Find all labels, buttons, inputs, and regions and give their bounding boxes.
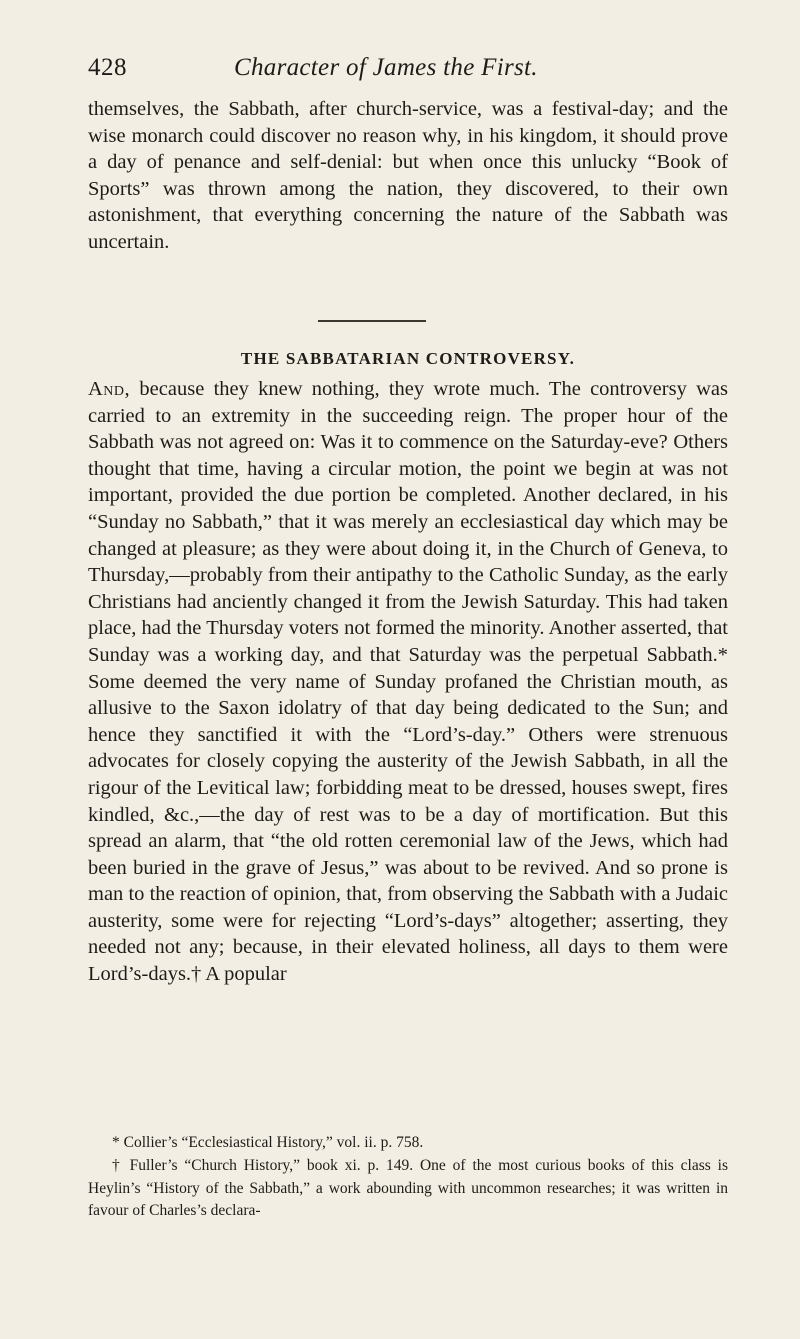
footnotes xyxy=(88,1132,728,1223)
footnote-2: † Fuller’s “Church History,” book xi. p. 149. One of the most curious books of this class is Heylin’s “History of the Sabbath,” a work abounding with uncommon researches; it was written in favour of Charles’s declara- xyxy=(88,1156,728,1220)
paragraph-2-first-word: And, xyxy=(88,378,131,400)
paragraph-2-text: because they knew nothing, they wrote much. The controversy was carried to an extremity in the succeeding reign. The proper hour of the Sabbath was not agreed on: Was it to commence on the Saturday-eve? Others thought that time, having a circular motion, the point we begin at was not important, provided the due portion be completed. Another declared, in his “Sunday no Sabbath,” that it was merely an ecclesiastical day which may be changed at pleasure; as they were about doing it, in the Church of Geneva, to Thursday,—probably from their antipathy to the Catholic Sunday, as the early Christians had anciently changed it from the Jewish Saturday. This had taken place, had the Thursday voters not formed the minority. Another asserted, that Sunday was a working day, and that Saturday was the perpetual Sabbath.* Some deemed the very name of Sunday profaned the Christian mouth, as allusive to the Saxon idolatry of that day being dedicated to the Sun; and hence they sanctified it with the “Lord’s-day.” Others were strenuous advocates for closely copying the austerity of the Jewish Sabbath, in all the rigour of the Levitical law; forbidding meat to be dressed, houses swept, fires kindled, &c.,—the day of rest was to be a day of mortification. But this spread an alarm, that “the old rotten ceremonial law of the Jews, which had been buried in the grave of Jesus,” was about to be revived. And so prone is man to the reaction of opinion, that, from observing the Sabbath with a Judaic austerity, some were for rejecting “Lord’s-days” altogether; asserting, they needed not any; because, in their elevated holiness, all days to them were Lord’s-days.† A popular xyxy=(88,378,728,986)
section-heading: THE SABBATARIAN CONTROVERSY. xyxy=(240,349,576,368)
page-number: 428 xyxy=(88,54,127,81)
page-header xyxy=(88,54,728,88)
paragraph-1: themselves, the Sabbath, after church-service, was a festival-day; and the wise monarch could discover no reason why, in his kingdom, it should prove a day of penance and self-denial: but when once this unlucky “Book of Sports” was thrown among the nation, they discovered, to their own astonishment, that everything concerning the nature of the Sabbath was uncertain. xyxy=(88,98,728,253)
footnote-1: * Collier’s “Ecclesiastical History,” vol. ii. p. 758. xyxy=(112,1134,424,1151)
running-title: Character of James the First. xyxy=(234,54,538,81)
section-divider xyxy=(318,320,426,322)
paragraph-2 xyxy=(88,376,728,988)
